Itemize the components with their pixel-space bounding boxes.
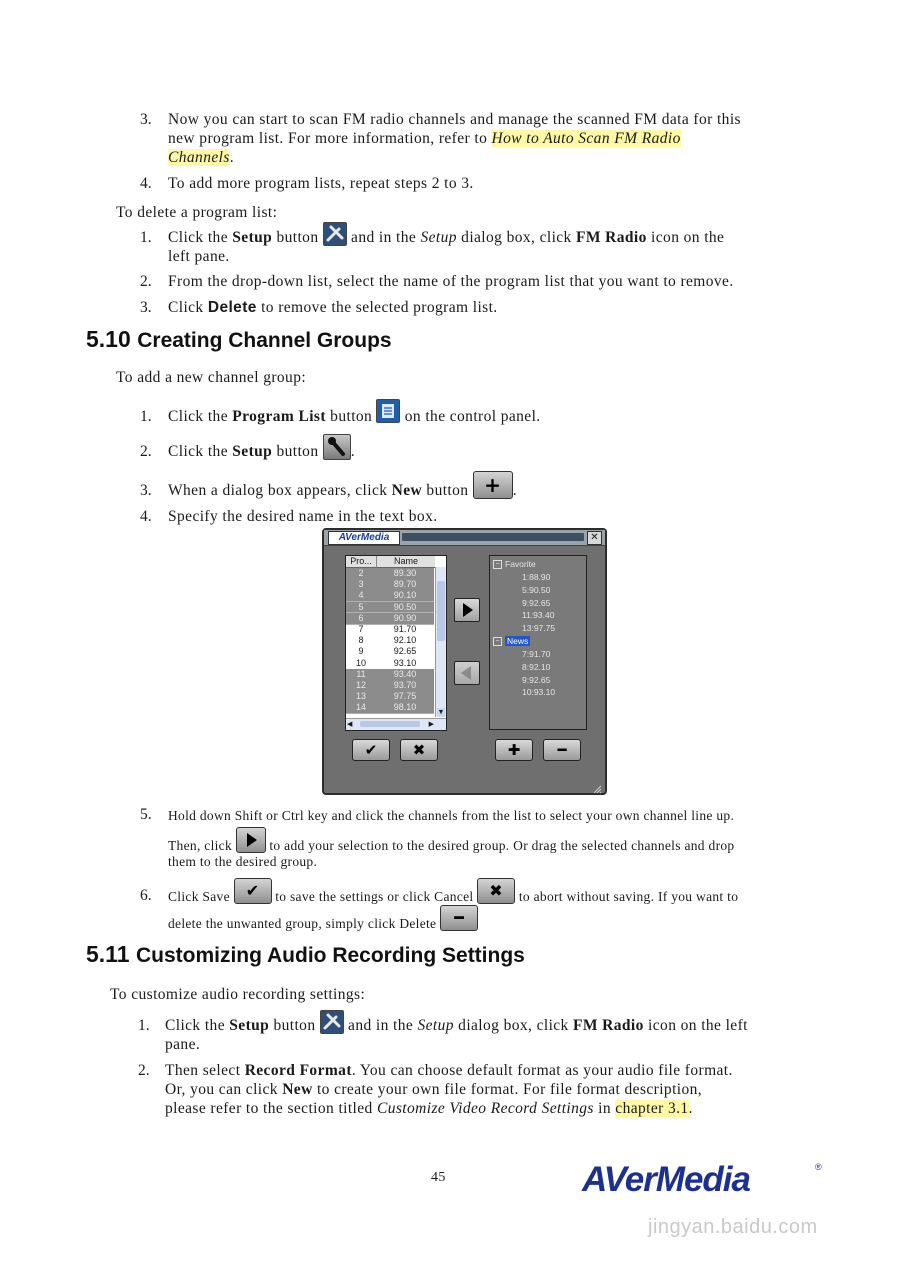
column-header-name[interactable]: Name [376, 556, 435, 568]
tree-item[interactable]: 5:90.50 [522, 584, 551, 595]
channel-frequency: 93.70 [376, 680, 434, 692]
paragraph-line: them to the desired group. [168, 854, 318, 869]
setup-tools-icon [320, 1010, 344, 1034]
chevron-down-icon[interactable]: ▼ [437, 709, 445, 716]
list-number: 3. [140, 299, 152, 316]
close-button[interactable]: ✕ [587, 531, 602, 545]
list-number: 2. [140, 443, 152, 460]
channel-frequency: 89.30 [376, 568, 434, 580]
avermedia-logo: AVerMedia [328, 531, 400, 545]
channel-number: 3 [346, 579, 376, 591]
chevron-left-icon[interactable]: ◀ [347, 721, 353, 728]
heading-title: Creating Channel Groups [137, 329, 392, 352]
channel-number: 11 [346, 669, 376, 681]
heading-number: 5.10 [86, 326, 131, 352]
tree-item[interactable]: 9:92.65 [522, 597, 551, 608]
text: to remove the selected program list. [256, 299, 498, 316]
text: delete the unwanted group, simply click Delete [168, 916, 441, 931]
bold-text: FM Radio [575, 229, 647, 246]
horizontal-scrollbar[interactable] [346, 718, 446, 730]
tree-group-favorite[interactable]: Favorite [505, 559, 536, 569]
channel-number: 5 [346, 602, 376, 614]
channel-frequency: 92.65 [393, 646, 417, 657]
play-left-icon [455, 662, 479, 684]
text: Click the [168, 443, 233, 460]
channel-frequency: 90.10 [376, 590, 434, 602]
channel-frequency: 97.75 [376, 691, 434, 703]
scroll-thumb[interactable] [437, 581, 445, 641]
text: Click [168, 299, 208, 316]
cancel-button[interactable]: ✖ [400, 739, 438, 761]
paragraph-line [168, 129, 681, 148]
intro-text: To add a new channel group: [116, 369, 307, 386]
text: to save the settings or click Cancel [271, 889, 478, 904]
section-heading [86, 941, 525, 968]
channel-number: 6 [346, 613, 376, 625]
chevron-right-icon[interactable]: ▶ [428, 721, 434, 728]
minus-icon: ━ [440, 905, 478, 931]
channel-number: 2 [346, 568, 376, 580]
channel-row[interactable] [346, 646, 434, 657]
channel-number: 9 [358, 646, 364, 657]
list-number: 4. [140, 508, 152, 525]
channel-list[interactable] [345, 555, 447, 731]
channel-number: 7 [358, 624, 364, 634]
dialog-titlebar [324, 530, 605, 546]
channel-frequency: 90.50 [376, 602, 434, 614]
tree-item[interactable]: 8:92.10 [522, 661, 551, 672]
watermark: jingyan.baidu.com [648, 1216, 818, 1238]
list-number: 2. [140, 273, 152, 290]
channel-row[interactable] [346, 613, 434, 624]
save-button[interactable]: ✔ [352, 739, 390, 761]
text: . [512, 482, 517, 499]
text: button [272, 443, 323, 460]
channel-row[interactable] [346, 624, 434, 635]
channel-number: 14 [346, 702, 376, 714]
channel-number: 8 [358, 635, 364, 646]
checkmark-icon: ✔ [234, 878, 272, 904]
channel-frequency: 91.70 [393, 624, 417, 634]
text: to abort without saving. If you want to [515, 889, 739, 904]
paragraph-line [168, 442, 355, 461]
bold-text: FM Radio [572, 1017, 644, 1034]
channel-frequency: 90.90 [376, 613, 434, 625]
text: Then, click [168, 838, 236, 853]
registered-icon: ® [815, 1162, 822, 1172]
collapse-icon[interactable]: − [493, 560, 502, 569]
tree-group-news[interactable]: News [507, 636, 529, 646]
channel-number: 4 [346, 590, 376, 602]
bold-text: New [391, 482, 423, 499]
cross-icon: ✖ [477, 878, 515, 904]
channel-frequency: 93.10 [393, 657, 417, 668]
channel-frequency: 93.40 [376, 669, 434, 681]
program-list-icon [376, 399, 400, 423]
channel-row[interactable] [346, 702, 434, 713]
paragraph-line [168, 907, 478, 933]
column-header-pro[interactable]: Pro... [346, 556, 376, 568]
avermedia-logo: AVerMedia [582, 1160, 750, 1199]
text: . [688, 1100, 693, 1117]
italic-text: Setup [420, 229, 457, 246]
link-chapter-3-1[interactable]: chapter 3.1 [615, 1100, 689, 1117]
text: Or, you can click [165, 1081, 283, 1098]
text: . You can choose default format as your audio file format. [351, 1062, 733, 1079]
text: . [229, 149, 235, 166]
tree-item[interactable]: 10:93.10 [522, 687, 556, 698]
channel-number: 13 [346, 691, 376, 703]
heading-number: 5.11 [86, 941, 130, 967]
channel-row[interactable] [346, 602, 434, 613]
text: to add your selection to the desired group. Or drag the selected channels and drop [265, 838, 735, 853]
plus-icon: + [473, 471, 513, 499]
vertical-scrollbar[interactable] [435, 567, 446, 717]
list-number: 3. [140, 111, 152, 128]
paragraph-line: Now you can start to scan FM radio channels and manage the scanned FM data for this [168, 111, 741, 128]
delete-group-button[interactable]: ━ [543, 739, 581, 761]
channel-group-dialog [322, 528, 607, 795]
tree-item[interactable]: 11:93.40 [522, 610, 555, 621]
tree-item[interactable]: 7:91.70 [522, 649, 551, 659]
channel-row[interactable] [346, 579, 434, 590]
list-number: 1. [140, 408, 152, 425]
paragraph-line [168, 880, 739, 906]
paragraph-line: left pane. [168, 248, 230, 265]
new-group-button[interactable]: ✚ [495, 739, 533, 761]
text: button [272, 229, 323, 246]
tree-item[interactable]: 1:88.90 [522, 572, 551, 582]
list-number: 3. [140, 482, 152, 499]
paragraph-line [168, 298, 498, 317]
collapse-icon[interactable]: − [493, 637, 502, 646]
text: in [593, 1100, 616, 1117]
bold-text: New [282, 1081, 313, 1098]
text: and in the [346, 229, 421, 246]
channel-number: 12 [346, 680, 376, 692]
list-number: 1. [138, 1017, 150, 1034]
section-heading [86, 326, 392, 353]
channel-row[interactable] [346, 635, 434, 646]
list-number: 5. [140, 806, 152, 823]
play-right-icon [236, 827, 266, 853]
text: button [325, 408, 377, 425]
paragraph-line: Hold down Shift or Ctrl key and click the channels from the list to select your own channel line up. [168, 808, 735, 823]
list-number: 2. [138, 1062, 150, 1079]
group-tree[interactable] [489, 555, 587, 730]
italic-text: Setup [417, 1017, 454, 1034]
paragraph-line [168, 473, 517, 500]
italic-text: Customize Video Record Settings [376, 1100, 594, 1117]
bold-text: Program List [232, 408, 326, 425]
text: button [422, 482, 473, 499]
tree-item[interactable]: 9:92.65 [522, 674, 551, 685]
text: Click the [168, 229, 233, 246]
list-number: 6. [140, 887, 152, 904]
paragraph-line [168, 228, 724, 247]
bold-text: Record Format [244, 1062, 352, 1079]
channel-row[interactable] [346, 568, 434, 579]
text: icon on the left [643, 1017, 748, 1034]
name-textbox[interactable] [402, 533, 584, 541]
paragraph-line: Specify the desired name in the text box. [168, 508, 438, 525]
paragraph-line [168, 407, 541, 426]
link-how-to-auto-scan[interactable]: How to Auto Scan FM Radio [491, 130, 681, 147]
list-number: 1. [140, 229, 152, 246]
bold-text: Setup [232, 443, 273, 460]
paragraph-line: From the drop-down list, select the name of the program list that you want to remove. [168, 273, 734, 290]
bold-text: Setup [229, 1017, 270, 1034]
paragraph-line [165, 1016, 748, 1035]
paragraph-line: To add more program lists, repeat steps 2 to 3. [168, 175, 474, 192]
channel-row[interactable] [346, 658, 434, 669]
paragraph-line: pane. [165, 1036, 201, 1053]
paragraph-line [165, 1061, 733, 1080]
text: please refer to the section titled [165, 1100, 377, 1117]
channel-frequency: 92.10 [393, 635, 417, 646]
text: dialog box, click [453, 1017, 573, 1034]
text: and in the [343, 1017, 418, 1034]
text: Click the [168, 408, 233, 425]
setup-tools-icon [323, 222, 347, 246]
channel-frequency: 98.10 [376, 702, 434, 714]
bold-text: Setup [232, 229, 273, 246]
channel-row[interactable] [346, 680, 434, 691]
page-number: 45 [431, 1170, 446, 1185]
text: icon on the [646, 229, 725, 246]
tree-item[interactable]: 13:97.75 [522, 623, 556, 634]
list-number: 4. [140, 175, 152, 192]
text: Click Save [168, 889, 234, 904]
channel-frequency: 89.70 [376, 579, 434, 591]
text: to create your own file format. For file format description, [312, 1081, 703, 1098]
intro-text: To delete a program list: [116, 204, 278, 221]
text: Click the [165, 1017, 230, 1034]
link-channels[interactable]: Channels [168, 149, 230, 166]
wrench-icon [323, 434, 351, 460]
channel-row[interactable] [346, 691, 434, 702]
bold-text: Delete [207, 299, 257, 316]
intro-text: To customize audio recording settings: [110, 986, 366, 1003]
remove-from-group-button[interactable] [454, 661, 480, 685]
channel-row[interactable] [346, 590, 434, 601]
play-right-icon [455, 599, 479, 621]
text: new program list. For more information, refer to [168, 130, 492, 147]
text: button [269, 1017, 320, 1034]
text: When a dialog box appears, click [168, 482, 392, 499]
text: dialog box, click [456, 229, 576, 246]
channel-number: 10 [355, 657, 366, 668]
text: . [350, 443, 356, 460]
paragraph-line [168, 148, 234, 167]
scroll-thumb[interactable] [360, 721, 420, 727]
channel-row[interactable] [346, 669, 434, 680]
add-to-group-button[interactable] [454, 598, 480, 622]
resize-grip-icon[interactable] [592, 781, 602, 791]
text: Then select [165, 1062, 245, 1079]
text: on the control panel. [400, 408, 541, 425]
paragraph-line [165, 1099, 693, 1118]
heading-title: Customizing Audio Recording Settings [135, 944, 525, 967]
paragraph-line [165, 1080, 702, 1099]
